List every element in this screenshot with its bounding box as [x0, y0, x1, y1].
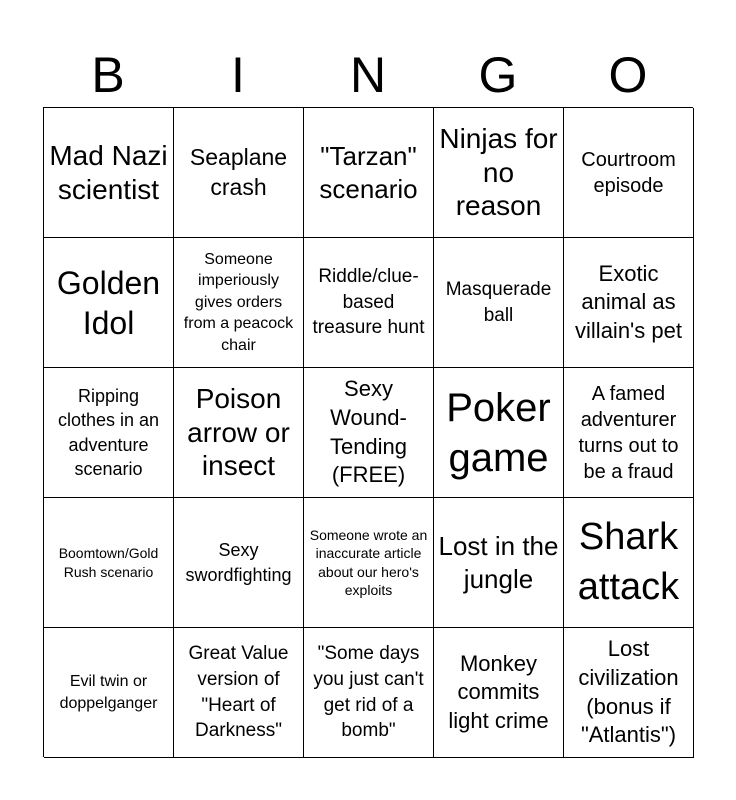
- cell-text: Lost in the jungle: [438, 531, 559, 594]
- cell-text: Evil twin or doppelganger: [59, 672, 158, 712]
- bingo-cell[interactable]: [44, 368, 174, 498]
- cell-text: "Some days you just can't get rid of a bomb": [313, 643, 424, 742]
- bingo-cell[interactable]: [564, 628, 694, 758]
- cell-text: Boomtown/Gold Rush scenario: [58, 545, 159, 580]
- bingo-cell[interactable]: [434, 498, 564, 628]
- bingo-cell[interactable]: [564, 498, 694, 628]
- cell-text: Masquerade ball: [445, 278, 552, 326]
- bingo-cell[interactable]: [564, 238, 694, 368]
- cell-text: Golden Idol: [56, 264, 161, 341]
- cell-text: Someone wrote an inaccurate article about our hero's exploits: [309, 527, 428, 598]
- cell-text: A famed adventurer turns out to be a fraud: [578, 382, 679, 483]
- cell-text: Seaplane crash: [189, 144, 288, 200]
- cell-text: Lost civilization (bonus if "Atlantis"): [578, 636, 679, 748]
- bingo-cell[interactable]: [434, 108, 564, 238]
- bingo-cell[interactable]: [174, 498, 304, 628]
- header-letter-b: B: [91, 47, 125, 103]
- bingo-cell[interactable]: [44, 108, 174, 238]
- cell-text: Monkey commits light crime: [448, 650, 549, 733]
- cell-text: Great Value version of "Heart of Darkness": [188, 643, 289, 742]
- bingo-cell[interactable]: [174, 368, 304, 498]
- header-letter-n: N: [349, 47, 387, 103]
- cell-text: Riddle/clue-based treasure hunt: [312, 266, 425, 339]
- bingo-cell[interactable]: [44, 498, 174, 628]
- cell-text: Poison arrow or insect: [187, 383, 290, 482]
- bingo-cell[interactable]: [174, 108, 304, 238]
- bingo-cell[interactable]: [174, 238, 304, 368]
- cell-text: Courtroom episode: [581, 148, 676, 197]
- bingo-cell[interactable]: [434, 238, 564, 368]
- bingo-cell[interactable]: [564, 368, 694, 498]
- cell-text: Mad Nazi scientist: [49, 139, 168, 205]
- bingo-cell[interactable]: [304, 368, 434, 498]
- bingo-cell[interactable]: [44, 238, 174, 368]
- bingo-cell[interactable]: [44, 628, 174, 758]
- cell-text: Sexy swordfighting: [185, 540, 292, 585]
- header-letter-o: O: [608, 47, 648, 103]
- bingo-cell[interactable]: [304, 498, 434, 628]
- header-letter-g: G: [478, 47, 518, 103]
- bingo-cell[interactable]: [304, 238, 434, 368]
- cell-text: Poker game: [446, 385, 551, 480]
- bingo-cell[interactable]: [174, 628, 304, 758]
- cell-text: Exotic animal as villain's pet: [575, 260, 682, 343]
- cell-text: Ninjas for no reason: [439, 123, 558, 222]
- bingo-cell[interactable]: [434, 628, 564, 758]
- header-letter-i: I: [231, 47, 245, 103]
- cell-text: Sexy Wound-Tending (FREE): [329, 376, 408, 488]
- cell-text: "Tarzan" scenario: [319, 141, 418, 204]
- bingo-cell[interactable]: [304, 108, 434, 238]
- cell-text: Shark attack: [577, 516, 680, 608]
- bingo-cell[interactable]: [304, 628, 434, 758]
- cell-text: Ripping clothes in an adventure scenario: [57, 385, 160, 479]
- cell-text: Someone imperiously gives orders from a peacock chair: [183, 250, 294, 354]
- bingo-cell[interactable]: [434, 368, 564, 498]
- bingo-header: [43, 44, 693, 106]
- bingo-board: [43, 107, 693, 757]
- bingo-cell[interactable]: [564, 108, 694, 238]
